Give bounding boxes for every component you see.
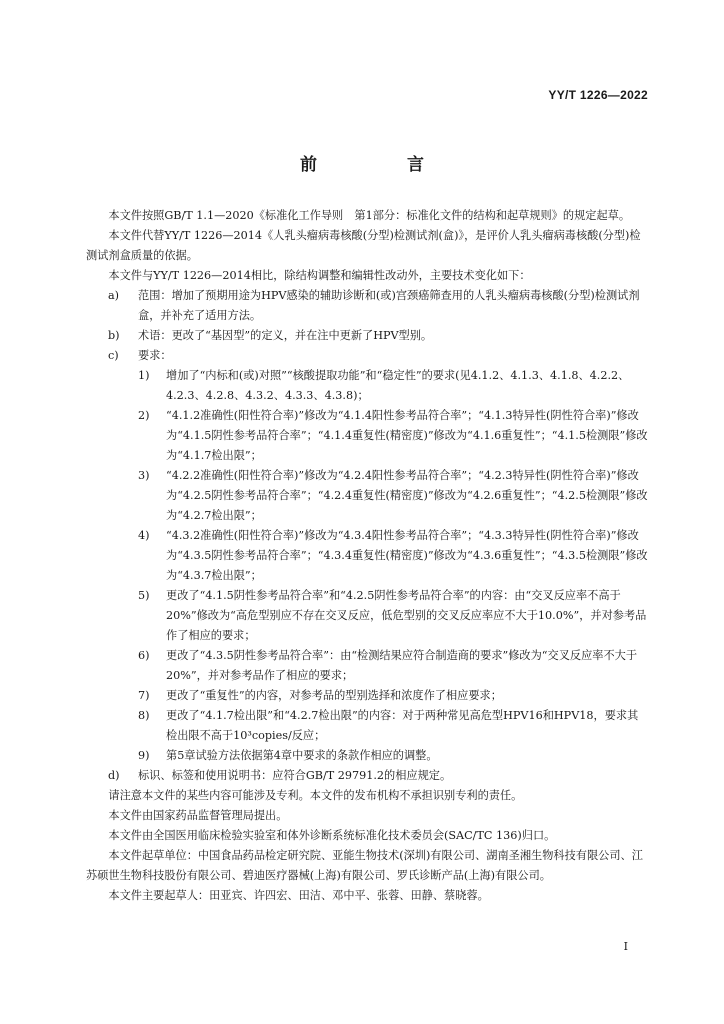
sub-list-item bbox=[86, 686, 648, 706]
sub-list-marker: 1) bbox=[138, 369, 150, 382]
paragraph-replaces: 本文件代替YY/T 1226—2014《人乳头瘤病毒核酸(分型)检测试剂(盒)》，是评价人乳头瘤病毒核酸(分型)检测试剂盒质量的依据。 bbox=[86, 229, 641, 262]
list-item bbox=[86, 286, 648, 326]
list-marker: d) bbox=[108, 769, 120, 782]
list-text: 术语：更改了“基因型”的定义，并在注中更新了HPV型别。 bbox=[138, 329, 433, 342]
sub-list-marker: 7) bbox=[138, 689, 150, 702]
list-item bbox=[86, 326, 648, 346]
sub-list-text: 更改了“重复性”的内容，对参考品的型别选择和浓度作了相应要求； bbox=[166, 689, 502, 702]
sub-list-text: 第5章试验方法依据第4章中要求的条款作相应的调整。 bbox=[166, 749, 438, 762]
sub-list-item bbox=[86, 746, 648, 766]
sub-list-item bbox=[86, 466, 648, 526]
sub-list-item bbox=[86, 706, 648, 746]
sub-list-text: “4.1.2准确性(阳性符合率)”修改为“4.1.4阳性参考品符合率”；“4.1.3特异性(阴性符合率)”修改为“4.1.5阴性参考品符合率”；“4.1.4重复性(精密度)”修改为“4.1.6重复性”；“4.1.5检测限”修改为“4.1.7检出限”； bbox=[166, 409, 648, 462]
paragraph-drafting-rules: 本文件按照GB/T 1.1—2020《标准化工作导则 第1部分：标准化文件的结构和起草规则》的规定起草。 bbox=[108, 209, 631, 222]
paragraph-changes-intro: 本文件与YY/T 1226—2014相比，除结构调整和编辑性改动外，主要技术变化如下： bbox=[108, 269, 531, 282]
sub-list-marker: 8) bbox=[138, 709, 150, 722]
document-body bbox=[86, 206, 648, 906]
standard-code: YY/T 1226—2022 bbox=[548, 88, 648, 102]
sub-list-item bbox=[86, 406, 648, 466]
list-marker: a) bbox=[108, 289, 120, 302]
paragraph-drafting-units: 本文件起草单位：中国食品药品检定研究院、亚能生物技术(深圳)有限公司、湖南圣湘生物科技有限公司、江苏硕世生物科技股份有限公司、碧迪医疗器械(上海)有限公司、罗氏诊断产品(上海)有限公司。 bbox=[86, 849, 643, 882]
list-item bbox=[86, 766, 648, 786]
sub-list-item bbox=[86, 526, 648, 586]
sub-list-text: 更改了“4.1.5阴性参考品符合率”和“4.2.5阴性参考品符合率”的内容：由“交叉反应率不高于20%”修改为“高危型别应不存在交叉反应，低危型别的交叉反应率应不大于10.0%”，并对参考品作了相应的要求； bbox=[166, 589, 647, 642]
page-number: I bbox=[623, 940, 628, 953]
sub-list-text: “4.2.2准确性(阳性符合率)”修改为“4.2.4阳性参考品符合率”；“4.2.3特异性(阴性符合率)”修改为“4.2.5阴性参考品符合率”；“4.2.4重复性(精密度)”修改为“4.2.6重复性”；“4.2.5检测限”修改为“4.2.7检出限”； bbox=[166, 469, 648, 522]
sub-list-item bbox=[86, 366, 648, 406]
paragraph-centralized-by: 本文件由全国医用临床检验实验室和体外诊断系统标准化技术委员会(SAC/TC 136)归口。 bbox=[108, 829, 556, 842]
sub-list-text: 更改了“4.1.7检出限”和“4.2.7检出限”的内容：对于两种常见高危型HPV16和HPV18，要求其检出限不高于10³copies/反应； bbox=[166, 709, 639, 742]
sub-list-marker: 6) bbox=[138, 649, 150, 662]
sub-list-item bbox=[86, 646, 648, 686]
paragraph-drafters: 本文件主要起草人：田亚宾、许四宏、田洁、邓中平、张蓉、田静、蔡晓蓉。 bbox=[108, 889, 489, 902]
sub-list-marker: 4) bbox=[138, 529, 150, 542]
sub-list-marker: 3) bbox=[138, 469, 150, 482]
sub-list-text: 增加了“内标和(或)对照”“核酸提取功能”和“稳定性”的要求(见4.1.2、4.1.3、4.1.8、4.2.2、4.2.3、4.2.8、4.3.2、4.3.3、4.3.8)； bbox=[166, 369, 630, 402]
sub-list-marker: 9) bbox=[138, 749, 150, 762]
sub-list-text: “4.3.2准确性(阳性符合率)”修改为“4.3.4阳性参考品符合率”；“4.3.3特异性(阴性符合率)”修改为“4.3.5阴性参考品符合率”；“4.3.4重复性(精密度)”修改为“4.3.6重复性”；“4.3.5检测限”修改为“4.3.7检出限”； bbox=[166, 529, 648, 582]
sub-list-marker: 5) bbox=[138, 589, 150, 602]
page-title: 前 言 bbox=[300, 155, 466, 175]
list-marker: b) bbox=[108, 329, 120, 342]
list-text: 要求： bbox=[138, 349, 172, 362]
sub-list-item bbox=[86, 586, 648, 646]
paragraph-patent-notice: 请注意本文件的某些内容可能涉及专利。本文件的发布机构不承担识别专利的责任。 bbox=[108, 789, 523, 802]
list-text: 标识、标签和使用说明书：应符合GB/T 29791.2的相应规定。 bbox=[138, 769, 452, 782]
list-text: 范围：增加了预期用途为HPV感染的辅助诊断和(或)宫颈癌筛查用的人乳头瘤病毒核酸(分型)检测试剂盒，并补充了适用方法。 bbox=[138, 289, 640, 322]
paragraph-proposed-by: 本文件由国家药品监督管理局提出。 bbox=[108, 809, 288, 822]
sub-list-text: 更改了“4.3.5阴性参考品符合率”：由“检测结果应符合制造商的要求”修改为“交叉反应率不大于20%”，并对参考品作了相应的要求； bbox=[166, 649, 638, 682]
sub-list-marker: 2) bbox=[138, 409, 150, 422]
list-item bbox=[86, 346, 648, 366]
list-marker: c) bbox=[108, 349, 119, 362]
